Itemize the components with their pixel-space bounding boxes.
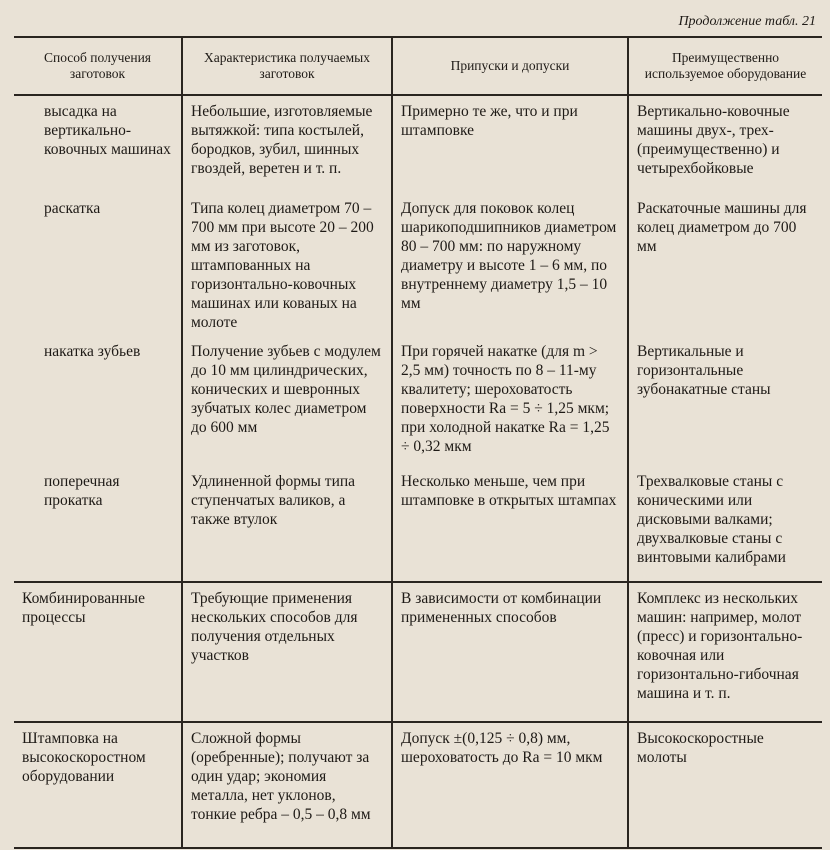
table-row <box>14 582 822 722</box>
cell-method: Штамповка на высокоскоростном оборудовании <box>14 722 182 848</box>
equipment-table <box>14 36 822 849</box>
cell-characteristic: Требующие применения нескольких способов для получения отдельных участков <box>182 582 392 722</box>
cell-allowances: При горячей накатке (для m > 2,5 мм) точность по 8 – 11-му квалитету; шероховатость поверхности Ra = 5 ÷ 1,25 мкм; при холодной накатке Ra = 1,25 ÷ 0,32 мкм <box>392 336 628 466</box>
cell-method: раскатка <box>14 193 182 336</box>
cell-allowances: В зависимости от комбинации примененных способов <box>392 582 628 722</box>
header-characteristic: Характеристика получаемых заготовок <box>182 37 392 95</box>
cell-method: Комбинированные процессы <box>14 582 182 722</box>
cell-equipment: Трехвалковые станы с коническими или дисковыми валками; двухвалковые станы с винтовыми калибрами <box>628 466 822 582</box>
cell-allowances: Несколько меньше, чем при штамповке в открытых штампах <box>392 466 628 582</box>
cell-method: накатка зубьев <box>14 336 182 466</box>
cell-method: поперечная прокатка <box>14 466 182 582</box>
cell-method: высадка на вертикально-ковочных машинах <box>14 95 182 193</box>
cell-allowances: Примерно те же, что и при штамповке <box>392 95 628 193</box>
cell-equipment: Комплекс из нескольких машин: например, молот (пресс) и горизонтально-ковочная или горизонтально-гибочная машина и т. п. <box>628 582 822 722</box>
cell-equipment: Вертикальные и горизонтальные зубонакатные станы <box>637 343 771 398</box>
table-row <box>14 466 822 582</box>
cell-characteristic: Получение зубьев с модулем до 10 мм цилиндрических, конических и шевронных зубчатых колес диаметром до 600 мм <box>182 336 392 466</box>
header-allowances: Припуски и допуски <box>392 37 628 95</box>
cell-equipment: Раскаточные машины для колец диаметром до 700 мм <box>637 200 807 255</box>
cell-characteristic: Сложной формы (оребренные); получают за один удар; экономия металла, нет уклонов, тонкие ребра – 0,5 – 0,8 мм <box>182 722 392 848</box>
cell-characteristic: Типа колец диаметром 70 – 700 мм при высоте 20 – 200 мм из заготовок, штампованных на горизонтально-ковочных машинах или кованых на молоте <box>182 193 392 336</box>
cell-equipment: Вертикально-ковочные машины двух-, трех- (преимущественно) и четырехбойковые <box>637 103 790 177</box>
cell-characteristic: Небольшие, изготовляемые вытяжкой: типа костылей, бородков, зубил, шинных гвоздей, веретен и т. п. <box>182 95 392 193</box>
header-row <box>14 37 822 95</box>
table-caption: Продолжение табл. 21 <box>678 14 816 29</box>
table-row <box>14 722 822 848</box>
cell-allowances: Допуск для поковок колец шарикоподшипников диаметром 80 – 700 мм: по наружному диаметру и высоте 1 – 6 мм, по внутреннему диаметру 1,5 – 10 мм <box>392 193 628 336</box>
table-row <box>14 95 822 193</box>
cell-characteristic: Удлиненной формы типа ступенчатых валиков, а также втулок <box>182 466 392 582</box>
header-method: Способ получения заготовок <box>14 37 182 95</box>
header-equipment: Преимущественно используемое оборудование <box>628 37 822 95</box>
cell-allowances: Допуск ±(0,125 ÷ 0,8) мм, шероховатость до Ra = 10 мкм <box>392 722 628 848</box>
table-row <box>14 336 822 466</box>
cell-equipment: Высокоскоростные молоты <box>628 722 822 848</box>
table-row <box>14 193 822 336</box>
